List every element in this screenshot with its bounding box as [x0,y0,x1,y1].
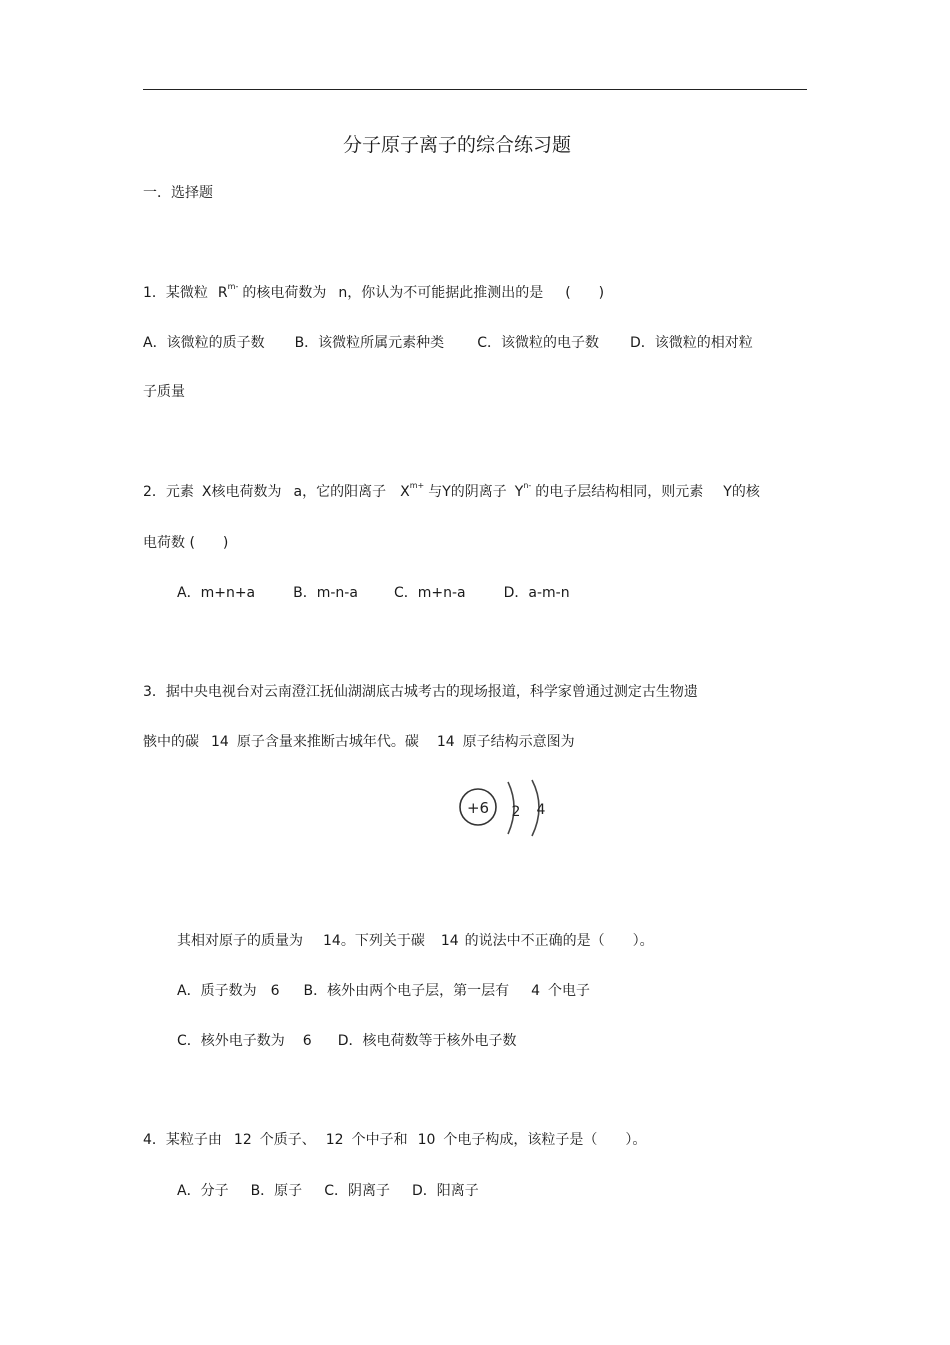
question-2-cont: 电荷数 ( ) [143,535,229,551]
option-b: B．核外由两个电子层，第一层有 4 个电子 [303,983,591,999]
question-3-line2: 骸中的碳 14 原子含量来推断古城年代。碳 14 原子结构示意图为 [143,734,575,750]
question-2-options [177,583,570,603]
question-1-options [143,333,807,353]
option-c: C．阴离子 [324,1183,390,1199]
nucleus-charge: +6 [466,799,490,817]
question-1-options-cont: 子质量 [143,384,185,400]
shell-1-electrons: 2 [511,804,521,820]
header-rule [143,89,807,90]
page-title: 分子原子离子的综合练习题 [342,134,571,156]
option-b: B．m-n-a [293,585,358,601]
option-d: D．核电荷数等于核外电子数 [337,1033,517,1049]
option-a: A．该微粒的质子数 [143,335,265,351]
question-4-options [177,1181,479,1201]
option-a: A．分子 [177,1183,229,1199]
question-3-options-ab [177,981,590,1001]
carbon-atom-structure-diagram [456,778,552,838]
question-3-options-cd [177,1031,516,1051]
option-c: C．m+n-a [393,585,466,601]
question-3-line3: 其相对原子的质量为 14。下列关于碳 14 的说法中不正确的是（ ）。 [177,933,654,949]
option-d: D．a-m-n [503,585,570,601]
option-a: A．m+n+a [177,585,256,601]
option-d: D．阳离子 [411,1183,479,1199]
question-1: 1．某微粒 $R^{m-}$ 的核电荷数为 n，你认为不可能据此推测出的是 ( ) [143,282,605,301]
option-b: B．该微粒所属元素种类 [294,335,445,351]
question-2: 2．元素 X核电荷数为 a，它的阳离子 $X^{m+}$ 与Y的阴离子 $Y^{n-}$ 的电子层结构相同，则元素 Y的核 [143,481,760,500]
shell-2-electrons: 4 [536,802,546,818]
option-a: A．质子数为 6 [177,983,280,999]
question-3: 3．据中央电视台对云南澄江抚仙湖湖底古城考古的现场报道，科学家曾通过测定古生物遗 [143,684,698,700]
option-d: D．该微粒的相对粒 [629,335,753,351]
option-c: C．该微粒的电子数 [477,335,599,351]
section-heading: 一．选择题 [143,185,213,201]
option-c: C．核外电子数为 6 [177,1033,312,1049]
question-4: 4．某粒子由 12 个质子、 12 个中子和 10 个电子构成，该粒子是（ ）。 [143,1132,647,1148]
option-b: B．原子 [250,1183,303,1199]
